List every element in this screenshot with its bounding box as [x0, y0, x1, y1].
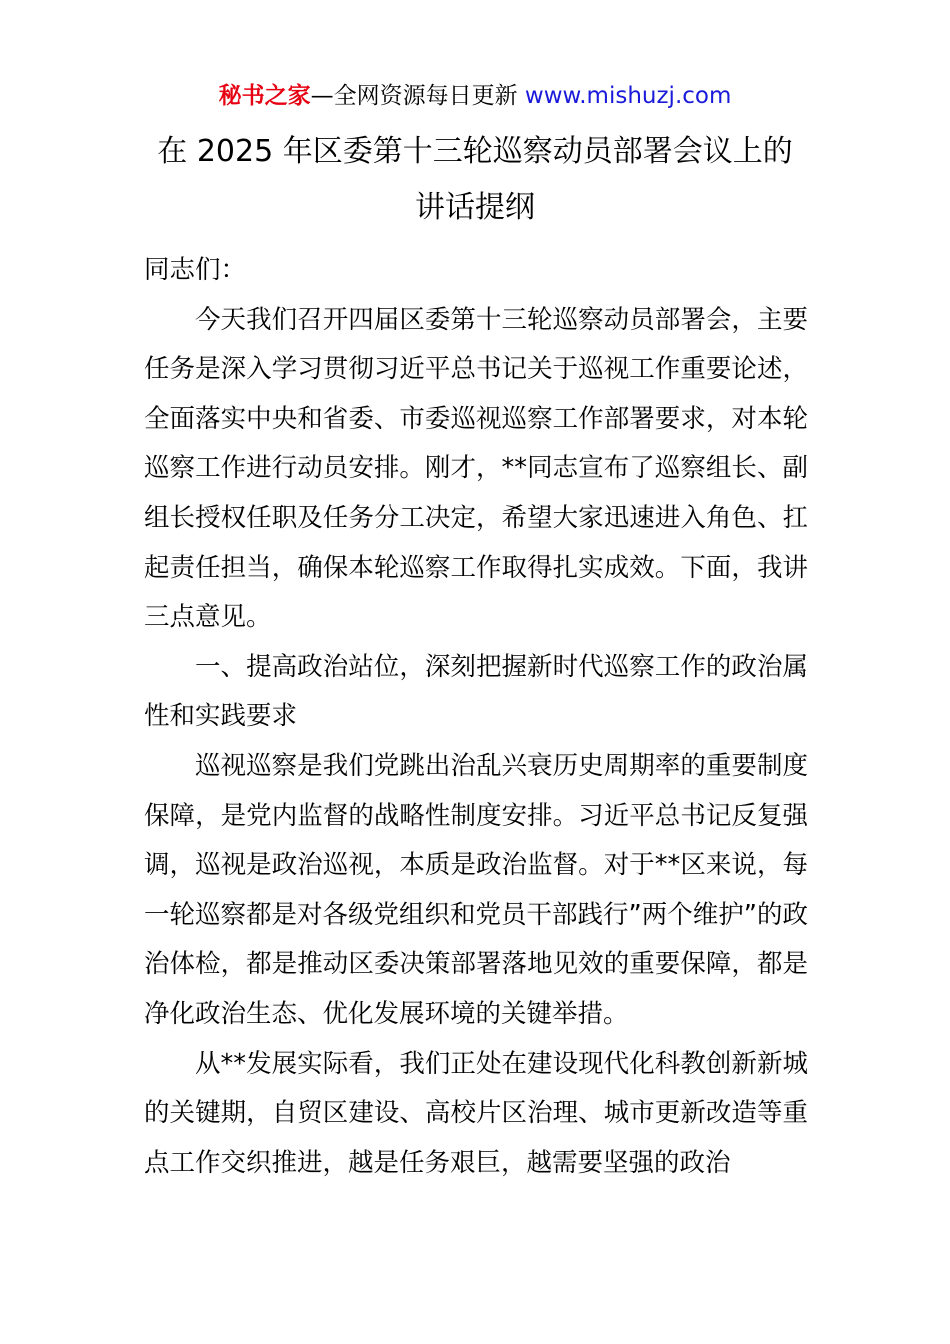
- site-tagline: 全网资源每日更新: [333, 83, 518, 109]
- site-header: [0, 80, 950, 112]
- site-url-link[interactable]: www.mishuzj.com: [524, 83, 732, 109]
- paragraph-3: 从**发展实际看，我们正处在建设现代化科教创新新城的关键期，自贸区建设、高校片区治理、城市更新改造等重点工作交织推进，越是任务艰巨，越需要坚强的政治: [144, 1048, 808, 1178]
- paragraph-intro: 今天我们召开四届区委第十三轮巡察动员部署会，主要任务是深入学习贯彻习近平总书记关于巡视工作重要论述，全面落实中央和省委、市委巡视巡察工作部署要求，对本轮巡察工作进行动员安排。刚才，**同志宣布了巡察组长、副组长授权任职及任务分工决定，希望大家迅速进入角色、扛起责任担当，确保本轮巡察工作取得扎实成效。下面，我讲三点意见。: [144, 304, 808, 633]
- document-body: [144, 246, 808, 1188]
- title-line-2: 讲话提纲: [415, 190, 535, 225]
- site-brand: 秘书之家: [218, 83, 311, 109]
- header-dash: —: [310, 83, 334, 109]
- salutation: 同志们：: [144, 255, 247, 285]
- document-title: [100, 124, 850, 236]
- section-heading-1: 一、提高政治站位，深刻把握新时代巡察工作的政治属性和实践要求: [144, 651, 808, 732]
- title-line-1: 在 2025 年区委第十三轮巡察动员部署会议上的: [157, 134, 793, 169]
- paragraph-2: 巡视巡察是我们党跳出治乱兴衰历史周期率的重要制度保障，是党内监督的战略性制度安排。习近平总书记反复强调，巡视是政治巡视，本质是政治监督。对于**区来说，每一轮巡察都是对各级党组织和党员干部践行”两个维护”的政治体检，都是推动区委决策部署落地见效的重要保障，都是净化政治生态、优化发展环境的关键举措。: [144, 750, 808, 1029]
